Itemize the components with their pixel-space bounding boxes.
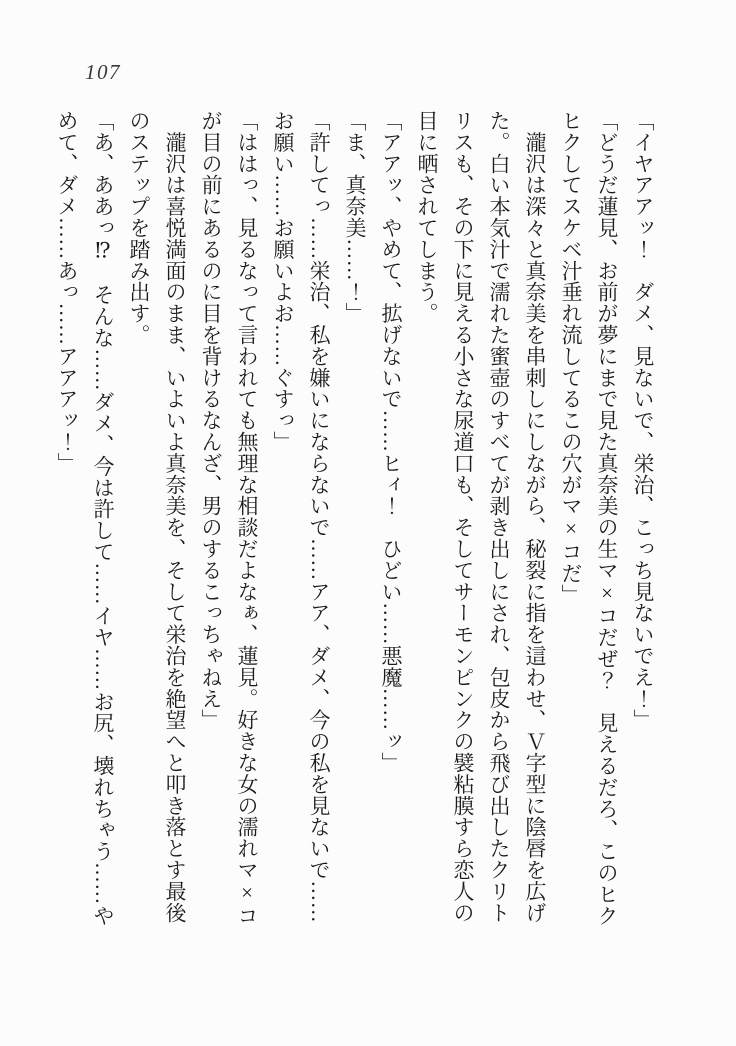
text-line: のステップを踏み出す。 xyxy=(127,110,151,346)
text-line: お願い……お願いよお……ぐすっ」 xyxy=(271,110,295,453)
text-line: めて、ダメ……あっ……アアアッ！」 xyxy=(55,110,79,474)
page-number: 107 xyxy=(85,60,121,84)
text-line: ヒクしてスケベ汁垂れ流してるこの穴がマ×コだ」 xyxy=(559,110,583,606)
text-line: 「どうだ蓮見、お前が夢にまで見た真奈美の生マ×コだぜ？ 見えるだろ、このヒク xyxy=(595,110,619,927)
text-line: が目の前にあるのに目を背けるなんざ、男のするこっちゃねえ」 xyxy=(199,110,223,731)
text-line: 目に晒されてしまう。 xyxy=(415,110,439,324)
text-line: 瀧沢は深々と真奈美を串刺しにしながら、秘裂に指を這わせ、Ｖ字型に陰唇を広げ xyxy=(523,110,547,924)
text-line: 「イヤアアッ！ ダメ、見ないで、栄治、こっち見ないでえ！」 xyxy=(631,110,655,731)
text-line: 瀧沢は喜悦満面のまま、いよいよ真奈美を、そして栄治を絶望へと叩き落とす最後 xyxy=(163,110,187,924)
text-line: 「ははっ、見るなって言われても無理な相談だよなぁ、蓮見。好きな女の濡れマ×コ xyxy=(235,110,259,927)
vertical-text-block xyxy=(49,110,661,927)
text-line: 「アアッ、やめて、拡げないで……ヒィ！ ひどい……悪魔……ッ」 xyxy=(379,110,403,774)
text-line: 「許してっ……栄治、私を嫌いにならないで……アア、ダメ、今の私を見ないで…… xyxy=(307,110,331,924)
text-line: 「あ、ああっ⁉ そんな……ダメ、今は許して……イヤ……お尻、壊れちゃう……や xyxy=(91,110,115,927)
text-line: た。白い本気汁で濡れた蜜壺のすべてが剥き出しにされ、包皮から飛び出したクリト xyxy=(487,110,511,924)
text-line: リスも、その下に見える小さな尿道口も、そしてサーモンピンクの襞粘膜すら恋人の xyxy=(451,110,475,924)
text-line: 「ま、真奈美……！」 xyxy=(343,110,367,324)
